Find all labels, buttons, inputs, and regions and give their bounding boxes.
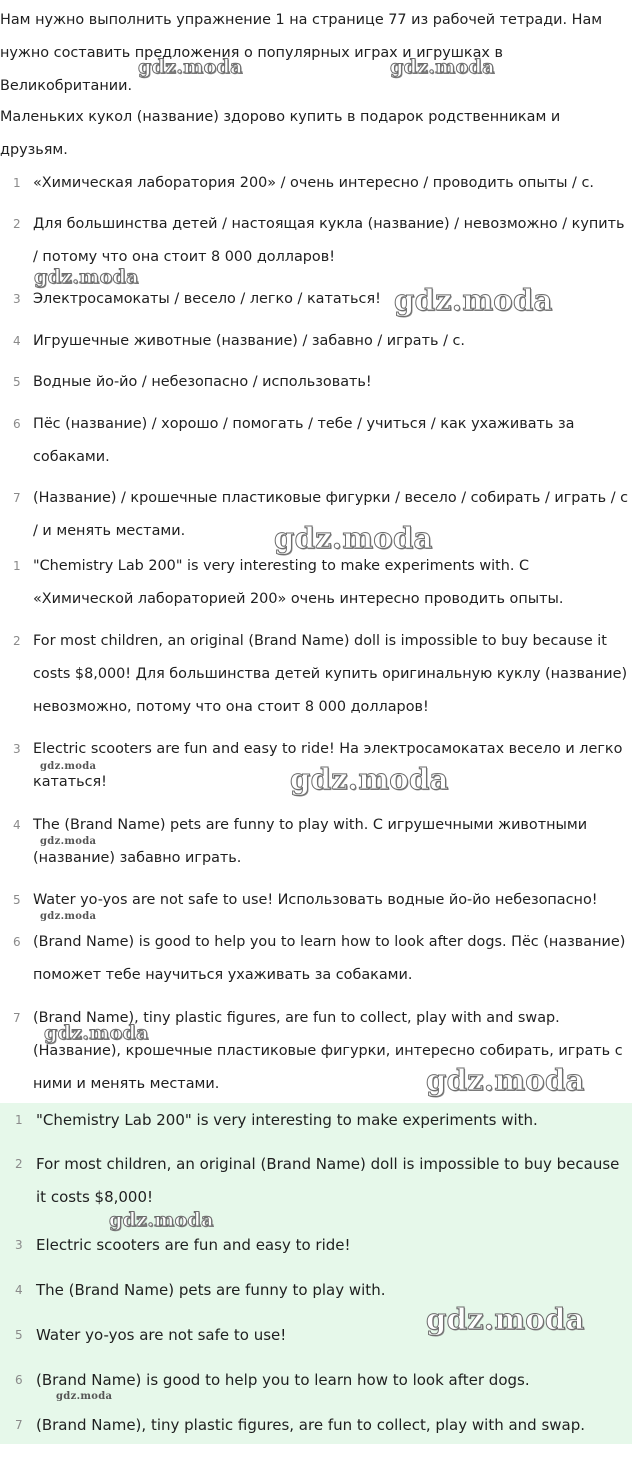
item-text: The (Brand Name) pets are funny to play with. С игрушечными животными (название) забавно играть. <box>33 817 588 866</box>
item-text: Пёс (название) / хорошо / помогать / тебе / учиться / как ухаживать за собаками. <box>33 416 575 465</box>
item-number: 1 <box>13 176 21 190</box>
item-number: 5 <box>13 375 21 389</box>
item-text: (Название) / крошечные пластиковые фигурки / весело / собирать / играть / с / и менять местами. <box>33 490 629 539</box>
item-text: Электросамокаты / весело / легко / кататься! <box>33 291 381 307</box>
item-text: Water yo-yos are not safe to use! Использовать водные йо-йо небезопасно! <box>33 892 598 908</box>
item-text: (Brand Name) is good to help you to learn how to look after dogs. <box>36 1371 530 1389</box>
item-number: 3 <box>13 742 21 756</box>
item-number: 3 <box>15 1238 23 1252</box>
item-number: 2 <box>13 634 21 648</box>
watermark: gdz.moda <box>109 1209 214 1231</box>
item-number: 7 <box>13 491 21 505</box>
watermark: gdz.moda <box>40 761 97 772</box>
intro-paragraph-2: Маленьких кукол (название) здорово купить в подарок родственникам и друзьям. <box>0 109 561 158</box>
item-number: 6 <box>15 1373 23 1387</box>
item-text: The (Brand Name) pets are funny to play with. <box>36 1281 386 1299</box>
watermark: gdz.moda <box>426 1302 585 1336</box>
watermark: gdz.moda <box>390 56 495 78</box>
item-number: 3 <box>13 292 21 306</box>
item-number: 6 <box>13 935 21 949</box>
item-number: 2 <box>13 217 21 231</box>
watermark: gdz.moda <box>40 836 97 847</box>
item-number: 1 <box>15 1113 23 1127</box>
item-number: 4 <box>13 334 21 348</box>
item-number: 2 <box>15 1157 23 1171</box>
watermark: gdz.moda <box>40 911 97 922</box>
watermark: gdz.moda <box>426 1063 585 1097</box>
item-text: For most children, an original (Brand Name) doll is impossible to buy because it costs $8,000! Для большинства детей купить оригинальную куклу (название) невозможно, потому что она стоит 8 000 долларов! <box>33 633 628 715</box>
watermark: gdz.moda <box>56 1391 113 1402</box>
item-text: Electric scooters are fun and easy to ride! На электросамокатах весело и легко кататься! <box>33 741 623 790</box>
watermark: gdz.moda <box>44 1022 149 1044</box>
watermark: gdz.moda <box>34 266 139 288</box>
item-number: 6 <box>13 417 21 431</box>
item-number: 1 <box>13 559 21 573</box>
item-text: Water yo-yos are not safe to use! <box>36 1326 287 1344</box>
item-number: 7 <box>13 1011 21 1025</box>
item-number: 5 <box>13 893 21 907</box>
intro-paragraph-1: Нам нужно выполнить упражнение 1 на странице 77 из рабочей тетради. Нам нужно составить предложения о популярных играх и игрушках в Великобритании. <box>0 12 603 94</box>
item-number: 4 <box>15 1283 23 1297</box>
item-number: 7 <box>15 1418 23 1432</box>
item-text: (Brand Name), tiny plastic figures, are fun to collect, play with and swap. <box>36 1416 586 1434</box>
item-text: «Химическая лаборатория 200» / очень интересно / проводить опыты / с. <box>33 175 594 191</box>
watermark: gdz.moda <box>138 56 243 78</box>
watermark: gdz.moda <box>394 283 553 317</box>
item-text: "Chemistry Lab 200" is very interesting to make experiments with. <box>36 1111 538 1129</box>
item-text: Electric scooters are fun and easy to ride! <box>36 1236 351 1254</box>
item-number: 4 <box>13 818 21 832</box>
item-text: Для большинства детей / настоящая кукла (название) / невозможно / купить / потому что она стоит 8 000 долларов! <box>33 216 625 265</box>
item-text: Водные йо-йо / небезопасно / использовать! <box>33 374 372 390</box>
item-text: "Chemistry Lab 200" is very interesting to make experiments with. С «Химической лабораторией 200» очень интересно проводить опыты. <box>33 558 564 607</box>
watermark: gdz.moda <box>290 762 449 796</box>
item-number: 5 <box>15 1328 23 1342</box>
item-text: (Brand Name), tiny plastic figures, are fun to collect, play with and swap. (Название), крошечные пластиковые фигурки, интересно собирать, играть с ними и менять местами. <box>33 1010 623 1092</box>
item-text: Игрушечные животные (название) / забавно / играть / с. <box>33 333 465 349</box>
watermark: gdz.moda <box>274 521 433 555</box>
item-text: For most children, an original (Brand Name) doll is impossible to buy because it costs $8,000! <box>36 1155 620 1206</box>
item-text: (Brand Name) is good to help you to learn how to look after dogs. Пёс (название) поможет тебе научиться ухаживать за собаками. <box>33 934 626 983</box>
